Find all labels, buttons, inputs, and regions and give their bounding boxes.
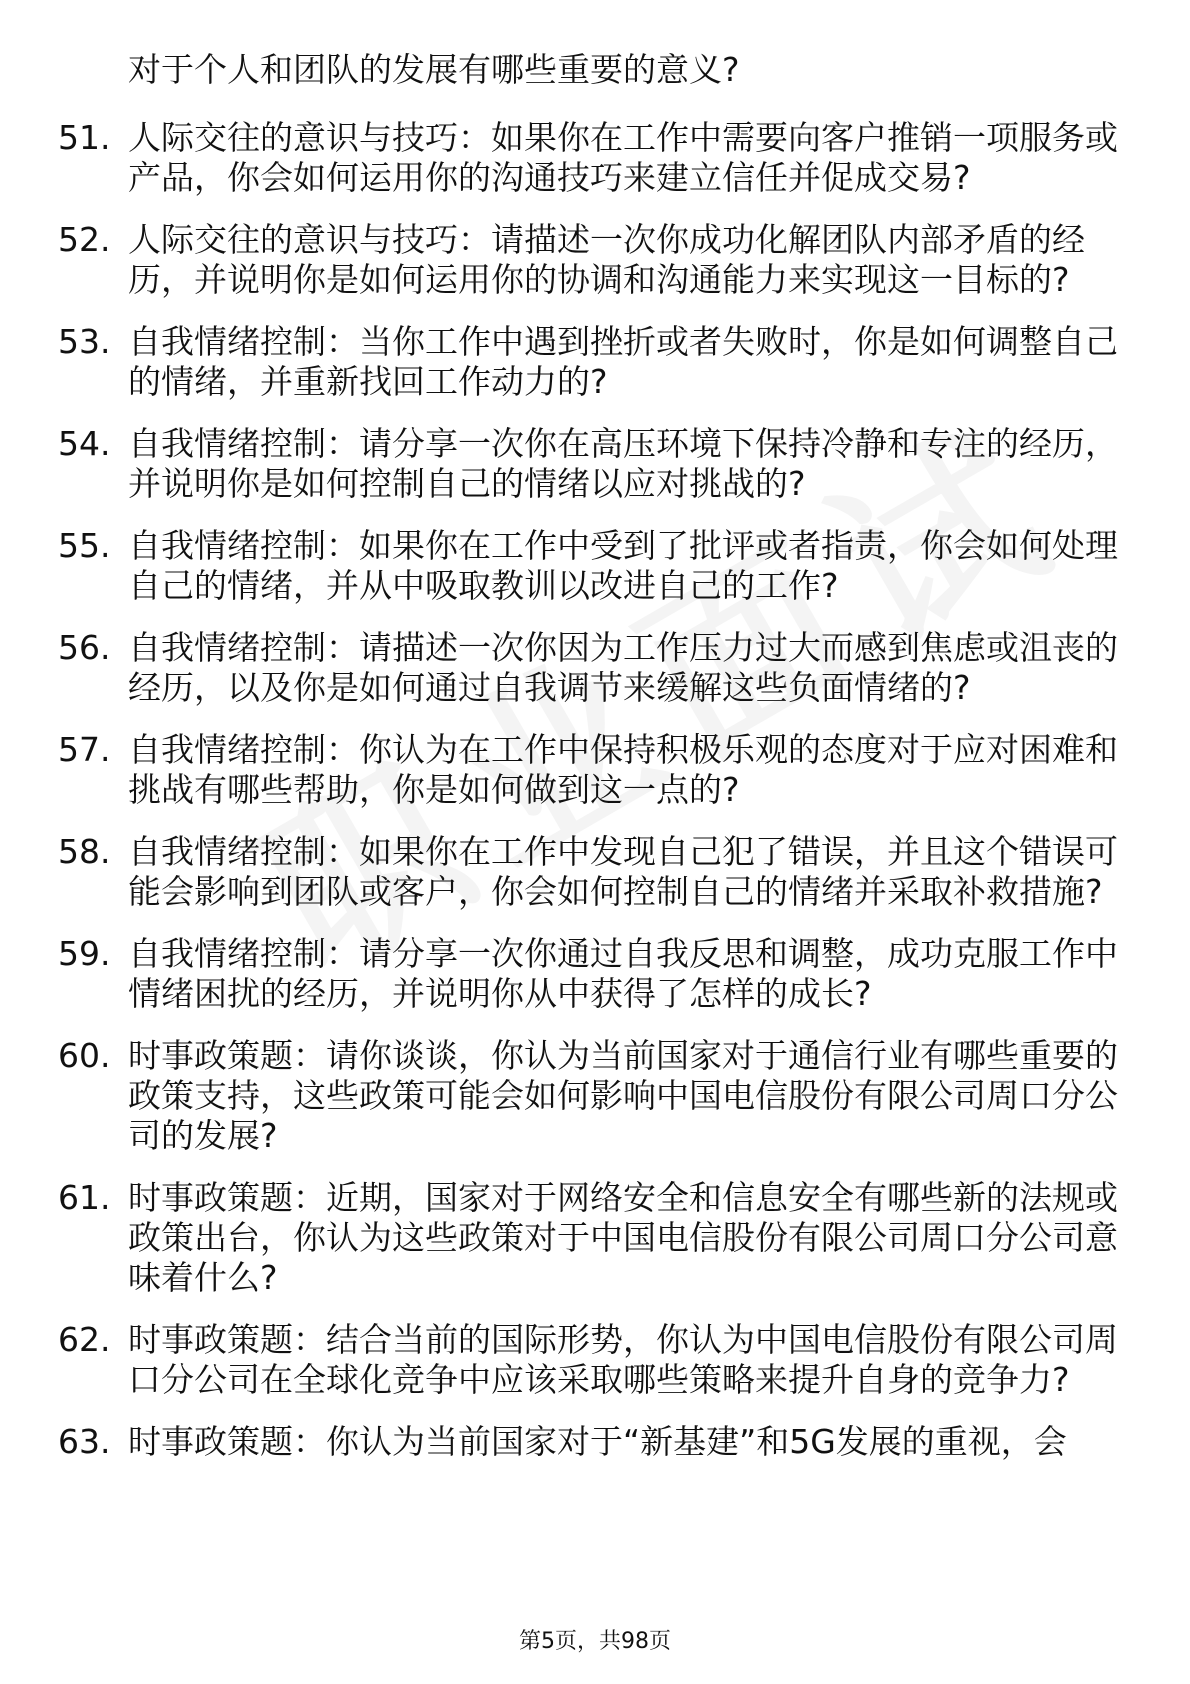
question-number: 63. xyxy=(58,1422,111,1461)
question-text: 自我情绪控制：如果你在工作中发现自己犯了错误，并且这个错误可能会影响到团队或客户，你会如何控制自己的情绪并采取补救措施? xyxy=(128,832,1118,911)
question-number: 61. xyxy=(58,1178,111,1217)
page-footer: 第5页，共98页 xyxy=(519,1629,671,1654)
question-item xyxy=(0,1036,1118,1156)
question-item xyxy=(0,1178,1118,1298)
question-text: 自我情绪控制：如果你在工作中受到了批评或者指责，你会如何处理自己的情绪，并从中吸取教训以改进自己的工作? xyxy=(128,526,1118,605)
question-number: 59. xyxy=(58,934,111,973)
question-item xyxy=(0,730,1118,810)
question-text: 自我情绪控制：请描述一次你因为工作压力过大而感到焦虑或沮丧的经历，以及你是如何通过自我调节来缓解这些负面情绪的? xyxy=(128,628,1118,707)
question-text: 时事政策题：请你谈谈，你认为当前国家对于通信行业有哪些重要的政策支持，这些政策可能会如何影响中国电信股份有限公司周口分公司的发展? xyxy=(128,1036,1118,1155)
question-number: 52. xyxy=(58,220,111,259)
question-item xyxy=(0,1320,1118,1400)
question-item xyxy=(0,628,1118,708)
question-number: 62. xyxy=(58,1320,111,1359)
question-item xyxy=(0,424,1118,504)
question-item xyxy=(0,832,1118,912)
question-item xyxy=(0,322,1118,402)
question-number: 57. xyxy=(58,730,111,769)
question-number: 51. xyxy=(58,118,111,157)
continuation-text: 对于个人和团队的发展有哪些重要的意义? xyxy=(128,50,740,89)
question-list xyxy=(0,118,1190,1484)
question-text: 自我情绪控制：请分享一次你在高压环境下保持冷静和专注的经历，并说明你是如何控制自己的情绪以应对挑战的? xyxy=(128,424,1118,503)
question-number: 58. xyxy=(58,832,111,871)
question-number: 53. xyxy=(58,322,111,361)
question-item xyxy=(0,220,1118,300)
question-item xyxy=(0,526,1118,606)
question-text: 时事政策题：结合当前的国际形势，你认为中国电信股份有限公司周口分公司在全球化竞争中应该采取哪些策略来提升自身的竞争力? xyxy=(128,1320,1118,1399)
question-item xyxy=(0,118,1118,198)
question-text: 时事政策题：你认为当前国家对于“新基建”和5G发展的重视，会 xyxy=(128,1422,1067,1461)
question-text: 自我情绪控制：请分享一次你通过自我反思和调整，成功克服工作中情绪困扰的经历，并说明你从中获得了怎样的成长? xyxy=(128,934,1118,1013)
question-text: 自我情绪控制：当你工作中遇到挫折或者失败时，你是如何调整自己的情绪，并重新找回工作动力的? xyxy=(128,322,1118,401)
question-number: 54. xyxy=(58,424,111,463)
question-item xyxy=(0,1422,1118,1462)
question-number: 55. xyxy=(58,526,111,565)
question-number: 60. xyxy=(58,1036,111,1075)
question-text: 自我情绪控制：你认为在工作中保持积极乐观的态度对于应对困难和挑战有哪些帮助，你是如何做到这一点的? xyxy=(128,730,1118,809)
question-text: 人际交往的意识与技巧：如果你在工作中需要向客户推销一项服务或产品，你会如何运用你的沟通技巧来建立信任并促成交易? xyxy=(128,118,1118,197)
question-number: 56. xyxy=(58,628,111,667)
question-item xyxy=(0,934,1118,1014)
question-text: 人际交往的意识与技巧：请描述一次你成功化解团队内部矛盾的经历，并说明你是如何运用你的协调和沟通能力来实现这一目标的? xyxy=(128,220,1085,299)
question-text: 时事政策题：近期，国家对于网络安全和信息安全有哪些新的法规或政策出台，你认为这些政策对于中国电信股份有限公司周口分公司意味着什么? xyxy=(128,1178,1118,1297)
